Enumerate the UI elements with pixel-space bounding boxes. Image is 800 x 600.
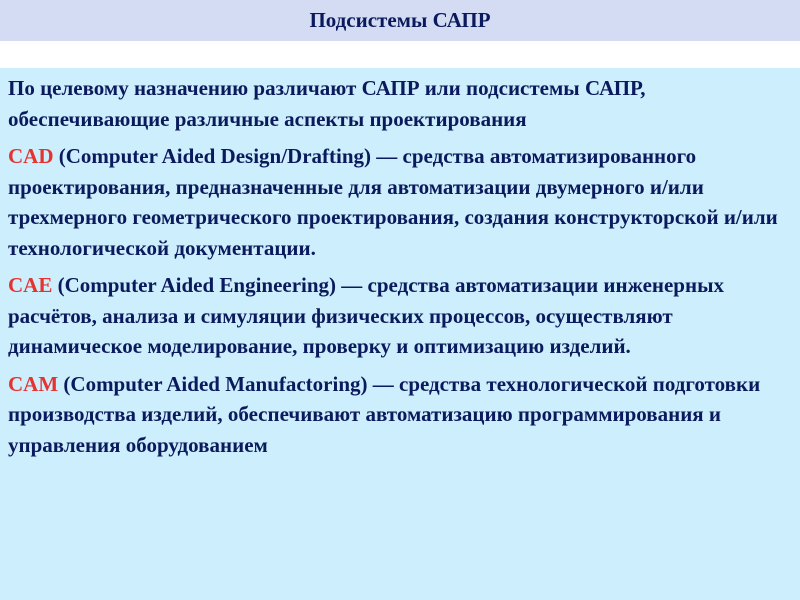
- intro-paragraph: По целевому назначению различают САПР или подсистемы САПР, обеспечивающие различные аспекты проектирования: [8, 76, 646, 131]
- cam-description: (Computer Aided Manufactoring) — средства технологической подготовки производства изделий, обеспечивают автоматизацию программирования и управления оборудованием: [8, 371, 761, 457]
- cad-abbreviation: CAD: [8, 144, 54, 168]
- cad-description: (Computer Aided Design/Drafting) — средства автоматизированного проектирования, предназначенные для автоматизации двумерного и/или трехмерного геометрического проектирования, создания конструкторской и/или технологической документации.: [8, 144, 778, 260]
- cam-abbreviation: CAM: [8, 371, 59, 396]
- cam-paragraph: [8, 369, 786, 461]
- cad-paragraph: [8, 141, 786, 263]
- slide-title: Подсистемы САПР: [309, 8, 491, 32]
- cae-paragraph: [8, 270, 786, 362]
- cae-description: (Computer Aided Engineering) — средства автоматизации инженерных расчётов, анализа и симуляции физических процессов, осуществляют динамическое моделирование, проверку и оптимизацию изделий.: [8, 273, 724, 358]
- title-bar: [0, 0, 800, 41]
- content-box: [0, 68, 800, 600]
- cae-abbreviation: CAE: [8, 273, 53, 297]
